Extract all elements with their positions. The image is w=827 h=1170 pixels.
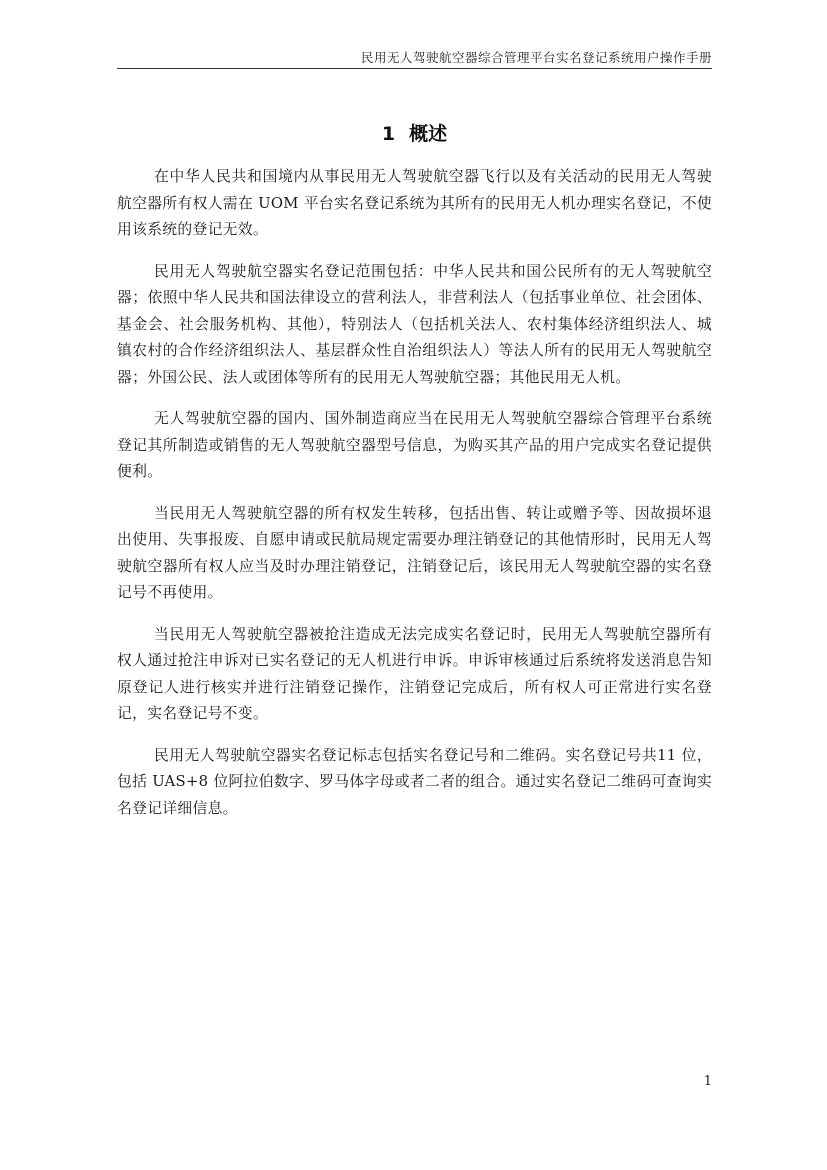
paragraph-6: 民用无人驾驶航空器实名登记标志包括实名登记号和二维码。实名登记号共11 位，包括 UAS+8 位阿拉伯数字、罗马体字母或者二者的组合。通过实名登记二维码可查询实名登记详细信息。 — [117, 746, 712, 817]
running-title: 民用无人驾驶航空器综合管理平台实名登记系统用户操作手册 — [360, 50, 712, 65]
body-text — [117, 164, 712, 837]
chapter-number: 1 — [381, 123, 396, 145]
paragraph-5: 当民用无人驾驶航空器被抢注造成无法完成实名登记时，民用无人驾驶航空器所有权人通过抢注申诉对已实名登记的无人机进行申诉。申诉审核通过后系统将发送消息告知原登记人进行核实并进行注销登记操作，注销登记完成后，所有权人可正常进行实名登记，实名登记号不变。 — [117, 625, 712, 722]
paragraph-4: 当民用无人驾驶航空器的所有权发生转移，包括出售、转让或赠予等、因故损坏退出使用、失事报废、自愿申请或民航局规定需要办理注销登记的其他情形时，民用无人驾驶航空器所有权人应当及时办理注销登记，注销登记后，该民用无人驾驶航空器的实名登记号不再使用。 — [117, 504, 712, 601]
page-number: 1 — [703, 1074, 712, 1089]
chapter-title — [117, 121, 712, 147]
page-header — [117, 50, 712, 69]
paragraph-2: 民用无人驾驶航空器实名登记范围包括：中华人民共和国公民所有的无人驾驶航空器；依照中华人民共和国法律设立的营利法人，非营利法人（包括事业单位、社会团体、基金会、社会服务机构、其他），特别法人（包括机关法人、农村集体经济组织法人、城镇农村的合作经济组织法人、基层群众性自治组织法人）等法人所有的民用无人驾驶航空器；外国公民、法人或团体等所有的民用无人驾驶航空器；其他民用无人机。 — [117, 262, 712, 386]
paragraph-1: 在中华人民共和国境内从事民用无人驾驶航空器飞行以及有关活动的民用无人驾驶航空器所有权人需在 UOM 平台实名登记系统为其所有的民用无人机办理实名登记，不使用该系统的登记无效。 — [117, 168, 712, 238]
paragraph-3: 无人驾驶航空器的国内、国外制造商应当在民用无人驾驶航空器综合管理平台系统登记其所制造或销售的无人驾驶航空器型号信息，为购买其产品的用户完成实名登记提供便利。 — [117, 410, 712, 480]
chapter-title-text: 概述 — [409, 123, 448, 145]
